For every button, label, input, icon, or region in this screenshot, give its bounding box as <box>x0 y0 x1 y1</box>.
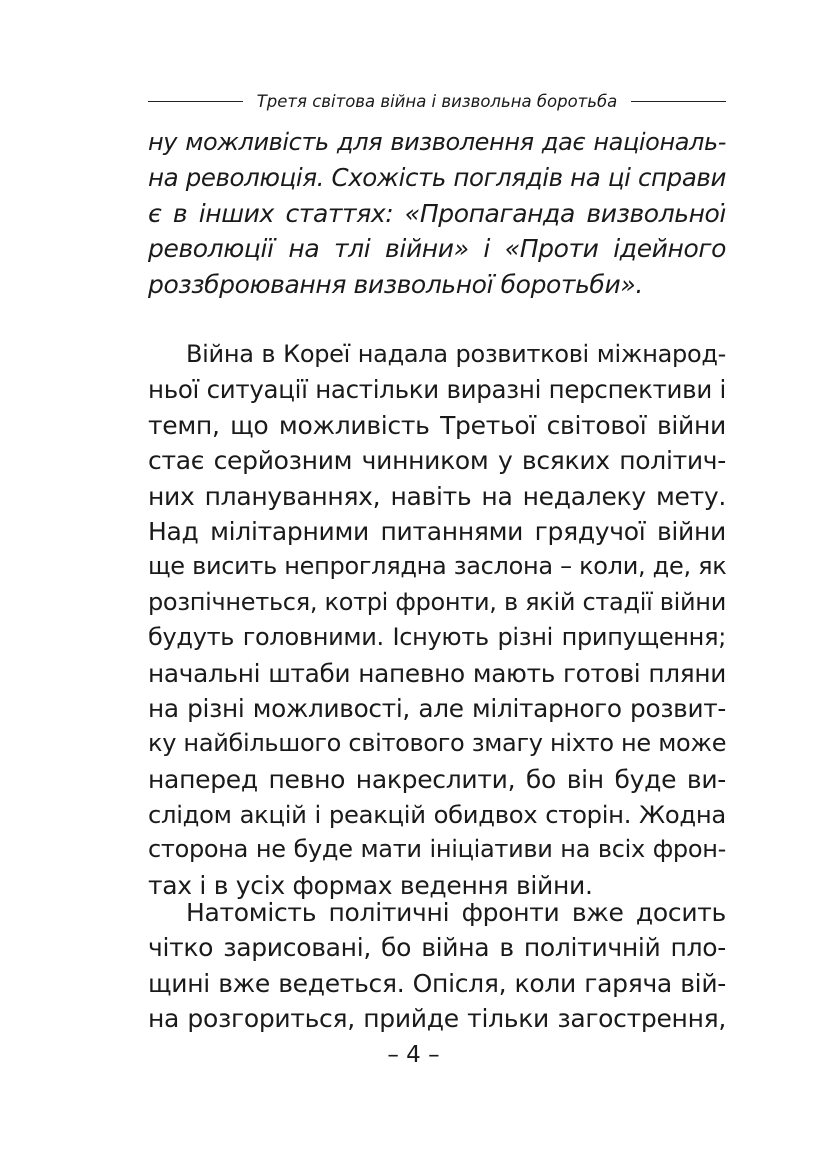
italic-line: ну можливість для визволення дає національ- <box>148 128 726 156</box>
paragraph-line: будуть головними. Існують різні припущення; <box>148 623 726 652</box>
paragraph-line: ще висить непроглядна заслона – коли, де, як <box>148 552 726 581</box>
running-header <box>148 88 726 114</box>
paragraph-line: на розгориться, прийде тільки загострення, <box>148 1004 726 1034</box>
paragraph-line: ньої ситуації настільки виразні перспективи і <box>148 375 726 405</box>
paragraph-line: наперед певно накреслити, бо він буде ви- <box>148 764 726 794</box>
paragraph-line: слідом акцій і реакцій обидвох сторін. Жодна <box>148 800 726 830</box>
paragraph-line: тах і в усіх формах ведення війни. <box>148 870 593 900</box>
paragraph-line: на різні можливості, але мілітарного розвит- <box>148 693 726 723</box>
paragraph-line: начальні штаби напевно мають готові пляни <box>148 658 726 688</box>
header-title: Третя світова війна і визвольна боротьба <box>256 91 618 111</box>
italic-line: є в інших статтях: «Пропаганда визвольної <box>148 198 726 228</box>
header-rule-right <box>631 101 726 102</box>
paragraph-line: Війна в Кореї надала розвиткові міжнарод- <box>186 340 726 368</box>
italic-line: на революція. Схожість поглядів на ці справи <box>148 163 726 193</box>
paragraph-line: ку найбільшого світового змагу ніхто не може <box>148 729 726 758</box>
paragraph-line: розпічнеться, котрі фронти, в якій стадії війни <box>148 587 726 616</box>
paragraph-line: чітко зарисовані, бо війна в політичній пло- <box>148 933 726 963</box>
paragraph-line: стає серйозним чинником у всяких політич- <box>148 446 726 476</box>
paragraph-line: Над мілітарними питаннями грядучої війни <box>148 516 726 546</box>
paragraph-line: них плануваннях, навіть на недалеку мету. <box>148 481 726 511</box>
paragraph-line: Натомість політичні фронти вже досить <box>186 898 726 927</box>
italic-line: роззброювання визвольної боротьби». <box>148 269 643 299</box>
body-paragraph-1 <box>148 337 726 903</box>
page-number: – 4 – <box>387 1042 440 1068</box>
italic-paragraph <box>148 125 726 302</box>
italic-line: революції на тлі війни» і «Проти ідейного <box>148 234 726 264</box>
paragraph-line: щині вже ведеться. Опісля, коли гаряча вій- <box>148 968 726 998</box>
paragraph-line: темп, що можливість Третьої світової війни <box>148 410 726 440</box>
header-rule-left <box>148 101 243 102</box>
paragraph-line: сторона не буде мати ініціативи на всіх фрон- <box>148 835 726 864</box>
body-paragraph-2 <box>148 895 726 1037</box>
